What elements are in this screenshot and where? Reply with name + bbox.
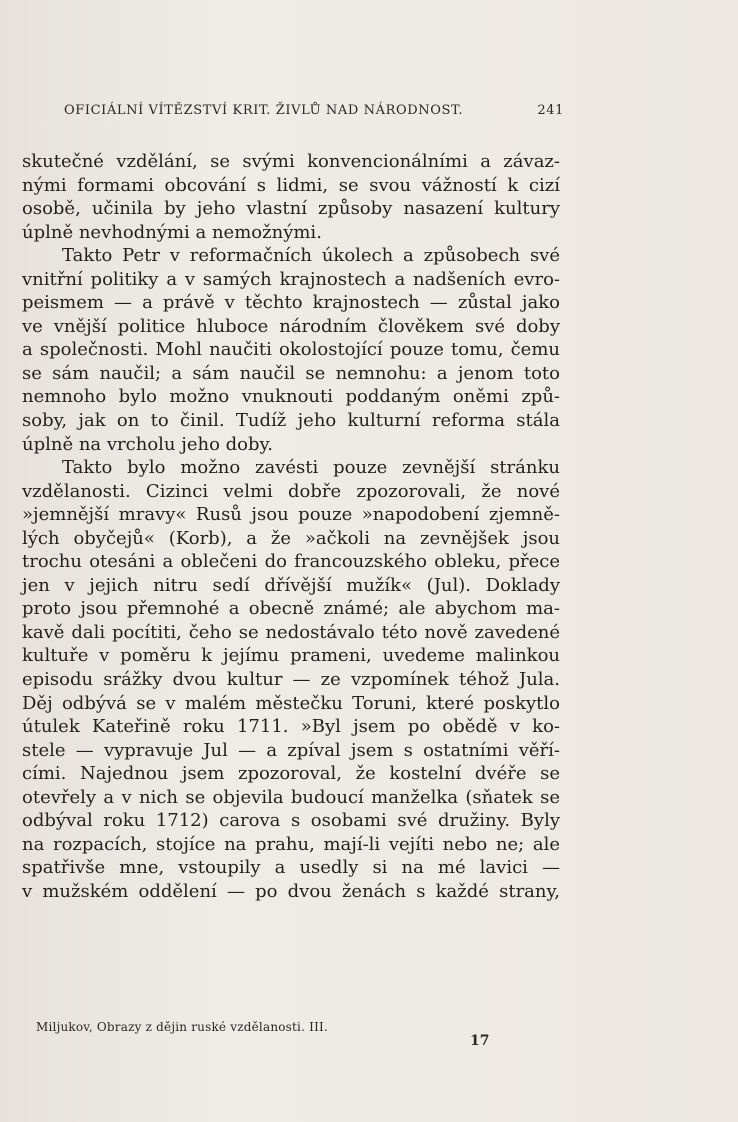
text-line: v mužském oddělení — po dvou ženách s každé strany, — [22, 880, 560, 902]
text-line: odbýval roku 1712) carova s osobami své družiny. Byly — [22, 810, 560, 832]
signature-mark: 17 — [470, 1033, 490, 1049]
text-line: jen v jejich nitru sedí dřívější mužík« (Jul). Doklady — [22, 574, 560, 596]
page-number: 241 — [537, 103, 564, 118]
text-line: stele — vypravuje Jul — a zpíval jsem s ostatními věří- — [22, 739, 560, 761]
text-line: úplně nevhodnými a nemožnými. — [22, 221, 322, 243]
text-line: nemnoho bylo možno vnuknouti poddaným oněmi způ- — [22, 386, 560, 408]
running-header — [64, 103, 564, 118]
source-footer: Miljukov, Obrazy z dějin ruské vzdělanosti. III. — [36, 1020, 328, 1034]
text-line: Takto Petr v reformačních úkolech a způsobech své — [62, 245, 560, 267]
text-line: soby, jak on to činil. Tudíž jeho kulturní reforma stála — [22, 410, 560, 432]
text-line: nými formami obcování s lidmi, se svou vážností k cizí — [22, 174, 560, 196]
text-line: cími. Najednou jsem zpozoroval, že kostelní dvéře se — [22, 763, 560, 785]
text-line: spatřivše mne, vstoupily a usedly si na mé lavici — — [22, 857, 560, 879]
body-text — [22, 150, 560, 904]
text-line: otevřely a v nich se objevila budoucí manželka (sňatek se — [22, 786, 560, 808]
text-line: na rozpacích, stojíce na prahu, mají-li vejíti nebo ne; ale — [22, 833, 560, 855]
text-line: Děj odbývá se v malém městečku Toruni, které poskytlo — [22, 692, 560, 714]
text-line: trochu otesáni a oblečeni do francouzského obleku, přece — [22, 551, 560, 573]
text-line: lých obyčejů« (Korb), a že »ačkoli na zevnějšek jsou — [22, 527, 560, 549]
text-line: skutečné vzdělání, se svými konvencionálními a závaz- — [22, 151, 560, 172]
text-line: osobě, učinila by jeho vlastní způsoby nasazení kultury — [22, 198, 560, 220]
text-line: ve vnější politice hluboce národním člověkem své doby — [22, 315, 560, 337]
text-line: kavě dali pocítiti, čeho se nedostávalo této nově zavedené — [22, 621, 560, 643]
text-line: Takto bylo možno zavésti pouze zevnější stránku — [62, 457, 560, 479]
text-line: episodu srážky dvou kultur — ze vzpomínek téhož Jula. — [22, 669, 560, 691]
text-line: kultuře v poměru k jejímu prameni, uvedeme malinkou — [22, 645, 560, 667]
text-line: se sám naučil; a sám naučil se nemnohu: a jenom toto — [22, 362, 560, 384]
text-line: útulek Kateřině roku 1711. »Byl jsem po obědě v ko- — [22, 716, 560, 738]
text-line: proto jsou přemnohé a obecně známé; ale abychom ma- — [22, 598, 560, 620]
text-line: »jemnější mravy« Rusů jsou pouze »napodobení zjemně- — [22, 504, 560, 526]
text-line: vnitřní politiky a v samých krajnostech a nadšeních evro- — [22, 268, 560, 290]
text-line: úplně na vrcholu jeho doby. — [22, 433, 274, 455]
running-title: OFICIÁLNÍ VÍTĚZSTVÍ KRIT. ŽIVLŮ NAD NÁRODNOST. — [64, 103, 464, 118]
text-line: peismem — a právě v těchto krajnostech — zůstal jako — [22, 292, 560, 314]
text-line: vzdělanosti. Cizinci velmi dobře zpozorovali, že nové — [22, 480, 560, 502]
text-line: a společnosti. Mohl naučiti okolostojící pouze tomu, čemu — [22, 339, 560, 361]
